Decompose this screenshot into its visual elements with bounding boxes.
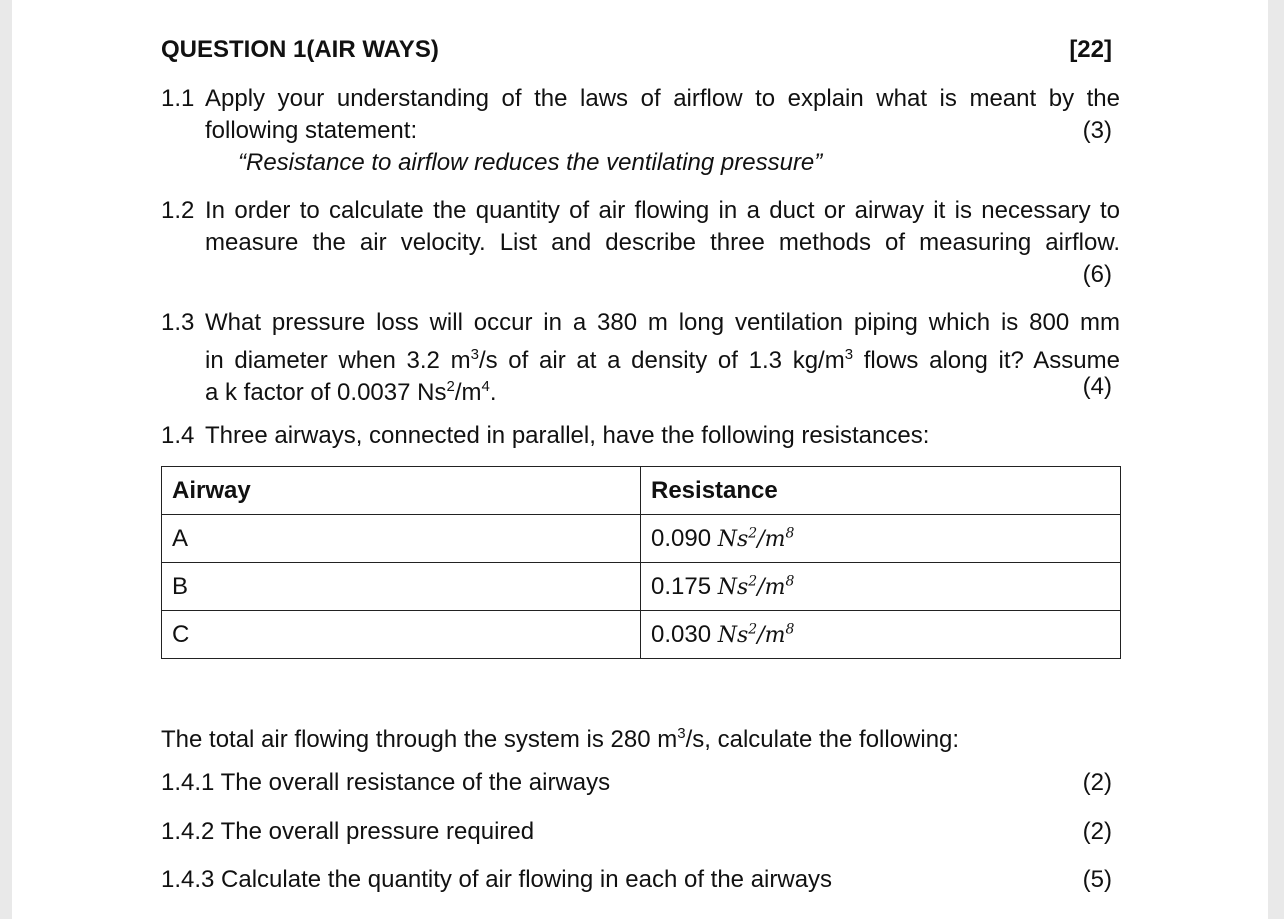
subquestion-1-4-1: 1.4.1 The overall resistance of the airways (161, 769, 611, 796)
q1-1-line1: Apply your understanding of the laws of airflow to explain what is meant by the (205, 85, 1120, 112)
table-row (162, 611, 1121, 659)
q1-1-number: 1.1 (161, 85, 195, 112)
table-row (162, 563, 1121, 611)
q1-3-line3: a k factor of 0.0037 $Ns^2/m^4$. (205, 378, 497, 406)
q1-2-number: 1.2 (161, 197, 195, 224)
airway-cell: B (162, 563, 641, 611)
subquestion-1-4-2-marks: (2) (1082, 818, 1112, 845)
airway-cell: C (162, 611, 641, 659)
subquestion-1-4-3-marks: (5) (1082, 866, 1112, 893)
q1-4-number: 1.4 (161, 422, 195, 449)
table-header-resistance: Resistance (641, 467, 1121, 515)
q1-1-marks: (3) (1082, 117, 1112, 144)
q1-2-line2: measure the air velocity. List and describe three methods of measuring airflow. (205, 229, 1120, 256)
resistance-cell: 0.090 $Ns^2/m^8$ (641, 515, 1121, 563)
q1-1-quote: “Resistance to airflow reduces the ventilating pressure” (238, 149, 823, 176)
question-title: QUESTION 1(AIR WAYS) (161, 36, 439, 63)
q1-3-number: 1.3 (161, 309, 195, 336)
subquestion-1-4-2: 1.4.2 The overall pressure required (161, 818, 535, 845)
table-row (162, 515, 1121, 563)
table-header-row (162, 467, 1121, 515)
resistance-cell: 0.175 $Ns^2/m^8$ (641, 563, 1121, 611)
q1-3-line2: in diameter when 3.2 $m^3/s$ of air at a density of 1.3 $kg/m^3$ flows along it? Assume (205, 346, 1120, 374)
subquestion-1-4-3: 1.4.3 Calculate the quantity of air flowing in each of the airways (161, 866, 833, 893)
q1-3-marks: (4) (1082, 373, 1112, 400)
resistance-table (161, 466, 1121, 659)
q1-1-line2: following statement: (205, 117, 418, 144)
q1-4-intro: Three airways, connected in parallel, have the following resistances: (205, 422, 930, 449)
airway-cell: A (162, 515, 641, 563)
total-marks: [22] (1069, 36, 1112, 63)
resistance-cell: 0.030 $Ns^2/m^8$ (641, 611, 1121, 659)
q1-2-line1: In order to calculate the quantity of air flowing in a duct or airway it is necessary to (205, 197, 1120, 224)
q1-3-line1: What pressure loss will occur in a 380 m long ventilation piping which is 800 mm (205, 309, 1120, 336)
total-airflow-statement: The total air flowing through the system is 280 $m^3/s$, calculate the following: (161, 725, 960, 753)
subquestion-1-4-1-marks: (2) (1082, 769, 1112, 796)
q1-2-marks: (6) (1082, 261, 1112, 288)
table-header-airway: Airway (162, 467, 641, 515)
